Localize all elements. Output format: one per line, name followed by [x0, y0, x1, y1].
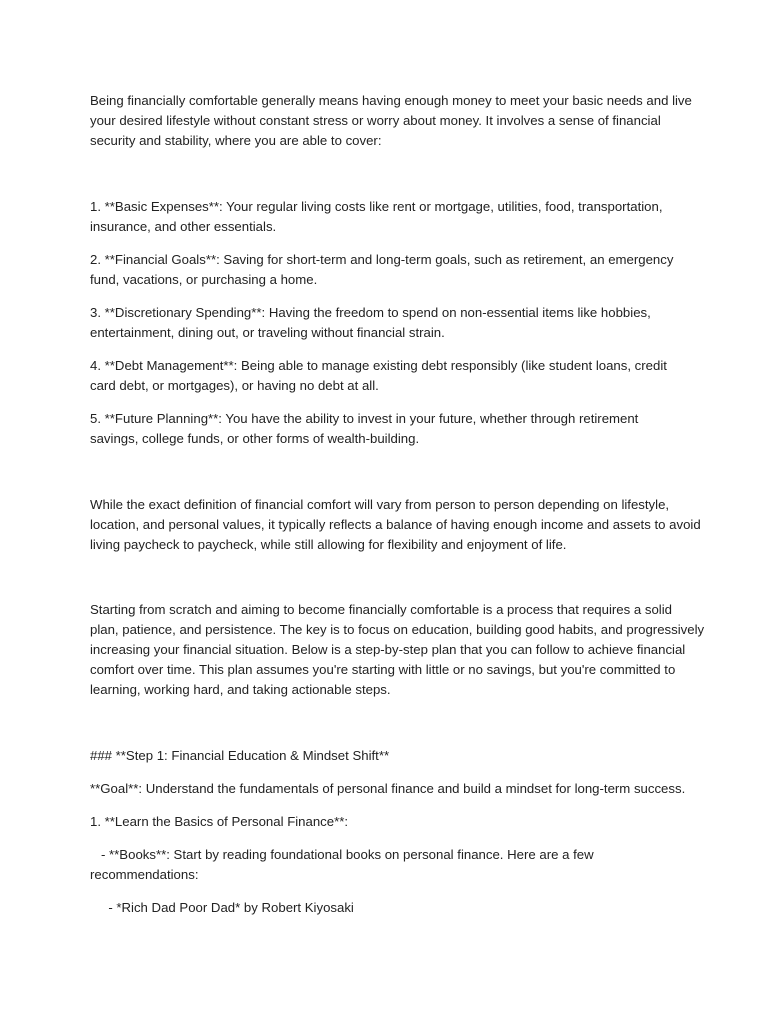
step-subitem-line: recommendations:: [90, 867, 199, 882]
list-item-line: 3. **Discretionary Spending**: Having the freedom to spend on non-essential items like hobbies,: [90, 305, 651, 320]
step-heading: ### **Step 1: Financial Education & Mindset Shift**: [90, 748, 390, 763]
list-item-line: entertainment, dining out, or traveling without financial strain.: [90, 325, 445, 340]
intro-line: Being financially comfortable generally means having enough money to meet your basic needs and live: [90, 93, 692, 108]
intro-line: your desired lifestyle without constant stress or worry about money. It involves a sense of financial: [90, 113, 661, 128]
step-item: 1. **Learn the Basics of Personal Finance**:: [90, 814, 349, 829]
list-item-line: insurance, and other essentials.: [90, 219, 277, 234]
paragraph-line: location, and personal values, it typically reflects a balance of having enough income and assets to avoid: [90, 517, 701, 532]
paragraph-line: learning, working hard, and taking actionable steps.: [90, 682, 391, 697]
step-goal: **Goal**: Understand the fundamentals of personal finance and build a mindset for long-term success.: [90, 781, 686, 796]
list-item-line: 2. **Financial Goals**: Saving for short-term and long-term goals, such as retirement, an emergency: [90, 252, 674, 267]
book-recommendation: - *Rich Dad Poor Dad* by Robert Kiyosaki: [90, 900, 354, 915]
list-item-line: 4. **Debt Management**: Being able to manage existing debt responsibly (like student loans, credit: [90, 358, 667, 373]
list-item-line: savings, college funds, or other forms of wealth-building.: [90, 431, 420, 446]
list-item-line: card debt, or mortgages), or having no debt at all.: [90, 378, 379, 393]
paragraph-line: increasing your financial situation. Below is a step-by-step plan that you can follow to achieve financial: [90, 642, 686, 657]
paragraph-line: While the exact definition of financial comfort will vary from person to person depending on lifestyle,: [90, 497, 670, 512]
list-item-line: 1. **Basic Expenses**: Your regular living costs like rent or mortgage, utilities, food, transportation,: [90, 199, 663, 214]
paragraph-line: plan, patience, and persistence. The key is to focus on education, building good habits, and progressively: [90, 622, 705, 637]
paragraph-line: Starting from scratch and aiming to become financially comfortable is a process that requires a solid: [90, 602, 672, 617]
intro-line: security and stability, where you are able to cover:: [90, 133, 382, 148]
paragraph-line: living paycheck to paycheck, while still allowing for flexibility and enjoyment of life.: [90, 537, 567, 552]
list-item-line: 5. **Future Planning**: You have the ability to invest in your future, whether through retirement: [90, 411, 639, 426]
list-item-line: fund, vacations, or purchasing a home.: [90, 272, 318, 287]
paragraph-line: comfort over time. This plan assumes you're starting with little or no savings, but you're committed to: [90, 662, 676, 677]
step-subitem-line: - **Books**: Start by reading foundational books on personal finance. Here are a few: [90, 847, 594, 862]
